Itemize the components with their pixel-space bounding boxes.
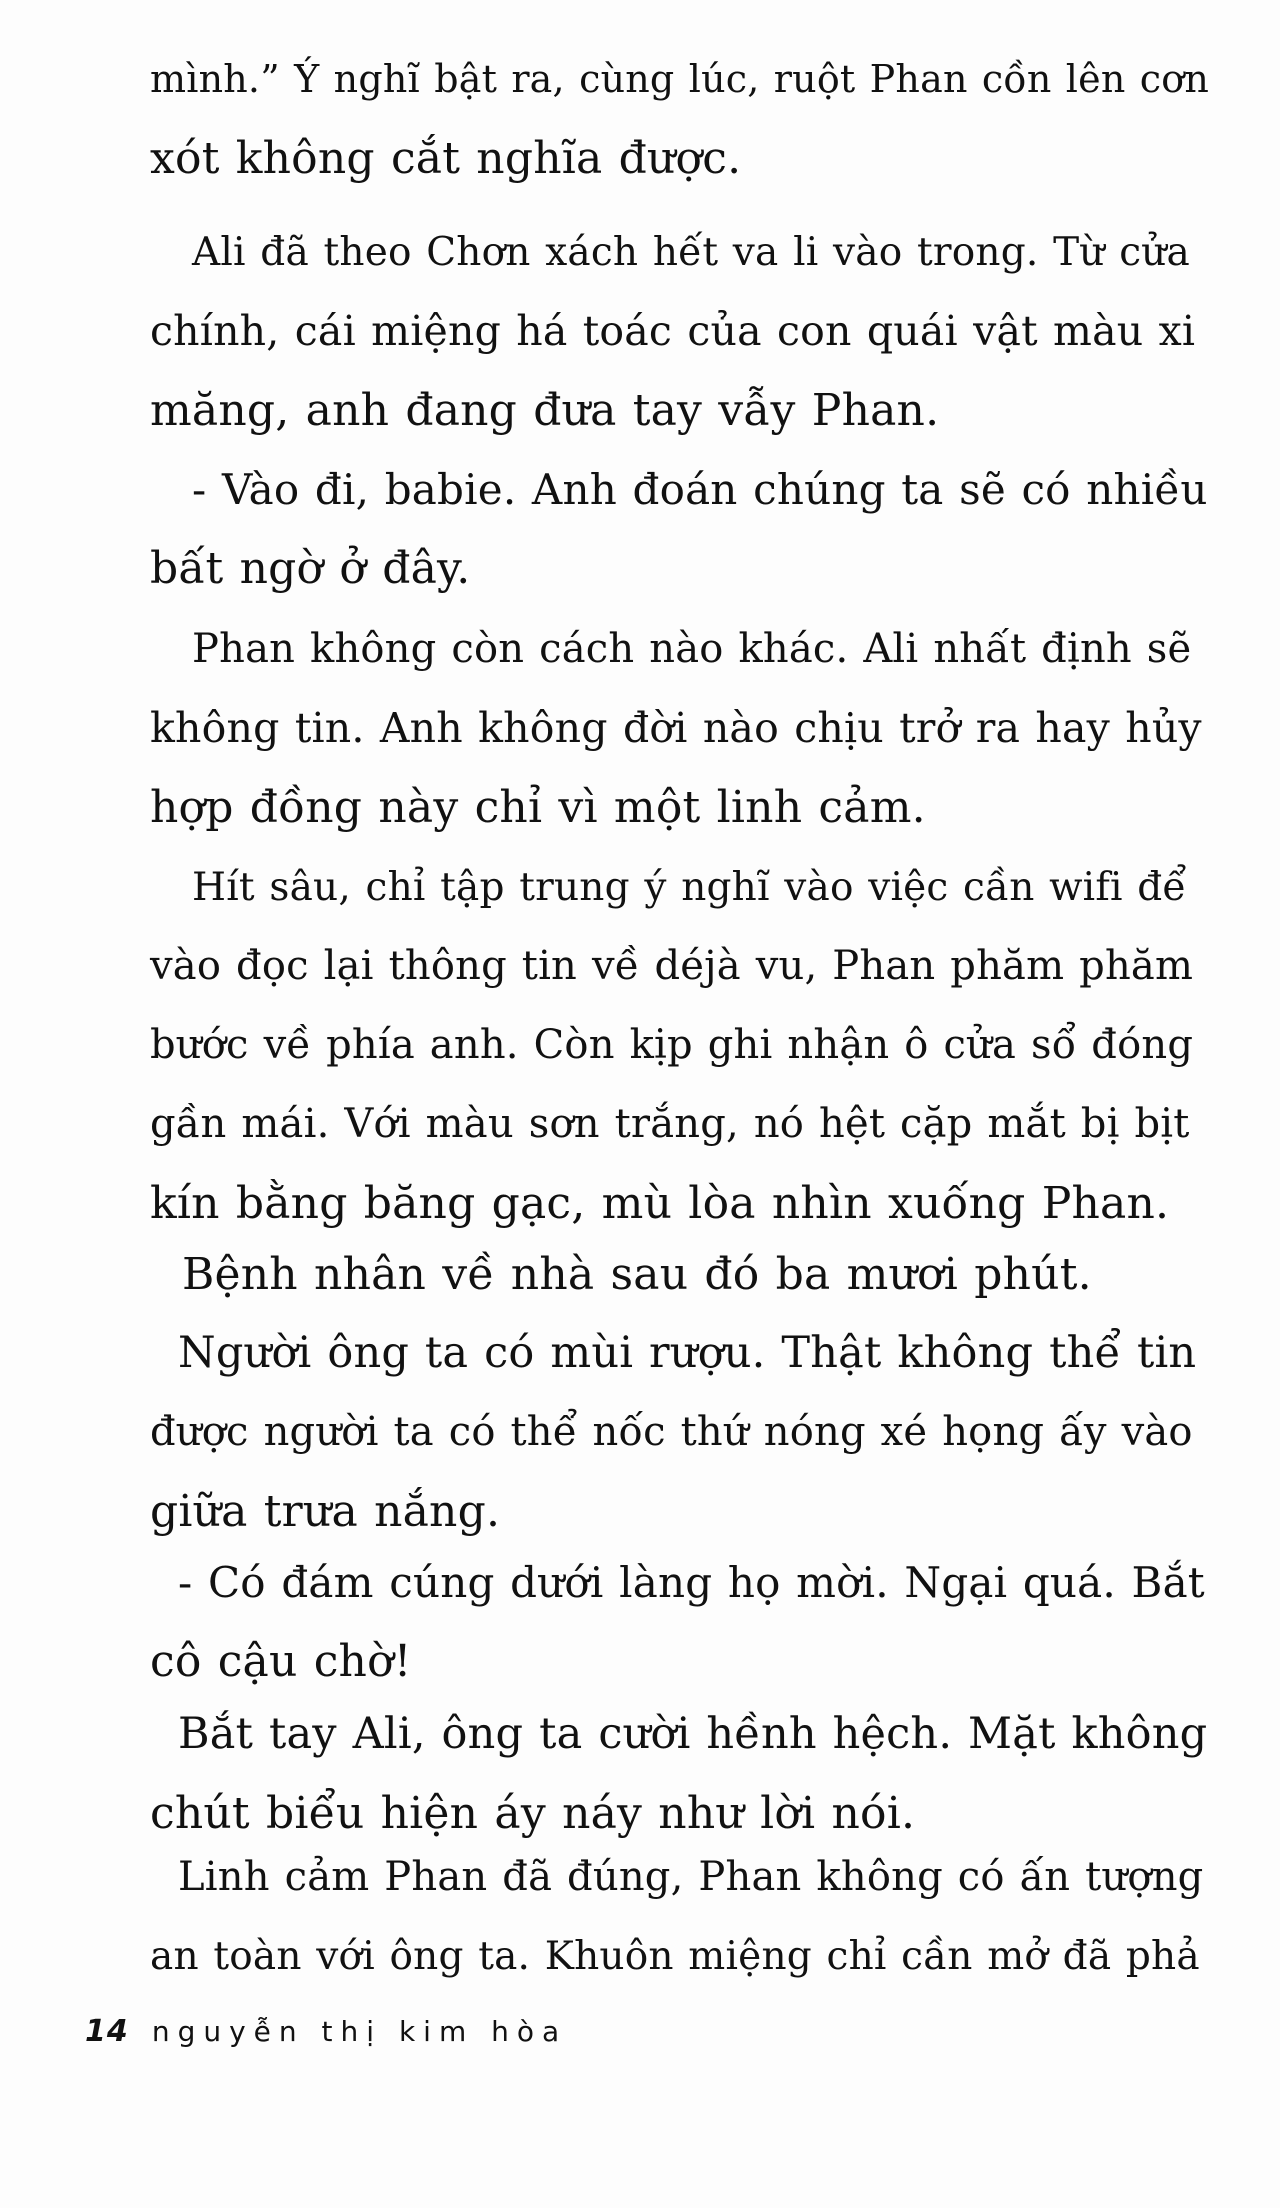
page-number: 14 [85, 2014, 129, 2049]
text-line: gần mái. Với màu sơn trắng, nó hệt cặp mắt bị bịt [150, 1101, 1190, 1147]
paragraph [150, 1235, 1210, 1314]
text-line: giữa trưa nắng. [150, 1486, 501, 1537]
text-line: Bắt tay Ali, ông ta cười hềnh hệch. Mặt không [178, 1709, 1208, 1759]
paragraph [150, 1838, 1210, 1996]
text-line: Hít sâu, chỉ tập trung ý nghĩ vào việc cần wifi để [192, 865, 1187, 910]
text-line: bước về phía anh. Còn kịp ghi nhận ô cửa sổ đóng [150, 1022, 1194, 1068]
text-line: mình.” Ý nghĩ bật ra, cùng lúc, ruột Phan cồn lên cơn [150, 57, 1210, 101]
page-footer [85, 2014, 567, 2049]
text-line: được người ta có thể nốc thứ nóng xé họng ấy vào [150, 1409, 1193, 1455]
text-line: cô cậu chờ! [150, 1636, 412, 1687]
paragraph [150, 610, 1210, 847]
paragraph [150, 848, 1210, 1243]
text-line: vào đọc lại thông tin về déjà vu, Phan phăm phăm [150, 943, 1194, 989]
paragraph [150, 1543, 1210, 1701]
text-line: Người ông ta có mùi rượu. Thật không thể tin [178, 1328, 1197, 1378]
text-line: Linh cảm Phan đã đúng, Phan không có ấn tượng [178, 1854, 1204, 1900]
paragraph [150, 450, 1210, 608]
text-line: Phan không còn cách nào khác. Ali nhất định sẽ [192, 626, 1192, 672]
text-line: an toàn với ông ta. Khuôn miệng chỉ cần mở đã phả [150, 1934, 1200, 1979]
text-line: chính, cái miệng há toác của con quái vật màu xi [150, 307, 1196, 355]
text-line: bất ngờ ở đây. [150, 543, 471, 594]
paragraph [150, 40, 1210, 198]
paragraph [150, 213, 1210, 450]
text-line: - Vào đi, babie. Anh đoán chúng ta sẽ có nhiều [192, 465, 1208, 514]
text-line: Bệnh nhân về nhà sau đó ba mươi phút. [182, 1249, 1092, 1300]
paragraph [150, 1314, 1210, 1551]
text-line: măng, anh đang đưa tay vẫy Phan. [150, 385, 940, 436]
text-line: xót không cắt nghĩa được. [150, 133, 742, 184]
text-line: hợp đồng này chỉ vì một linh cảm. [150, 782, 926, 833]
text-line: Ali đã theo Chơn xách hết va li vào trong. Từ cửa [192, 230, 1191, 275]
text-line: không tin. Anh không đời nào chịu trở ra hay hủy [150, 704, 1202, 752]
paragraph [150, 1695, 1210, 1853]
text-line: chút biểu hiện áy náy như lời nói. [150, 1788, 916, 1839]
author-name: nguyễn thị kim hòa [151, 2015, 568, 2048]
text-line: - Có đám cúng dưới làng họ mời. Ngại quá. Bắt [178, 1558, 1205, 1607]
text-line: kín bằng băng gạc, mù lòa nhìn xuống Phan. [150, 1178, 1170, 1229]
